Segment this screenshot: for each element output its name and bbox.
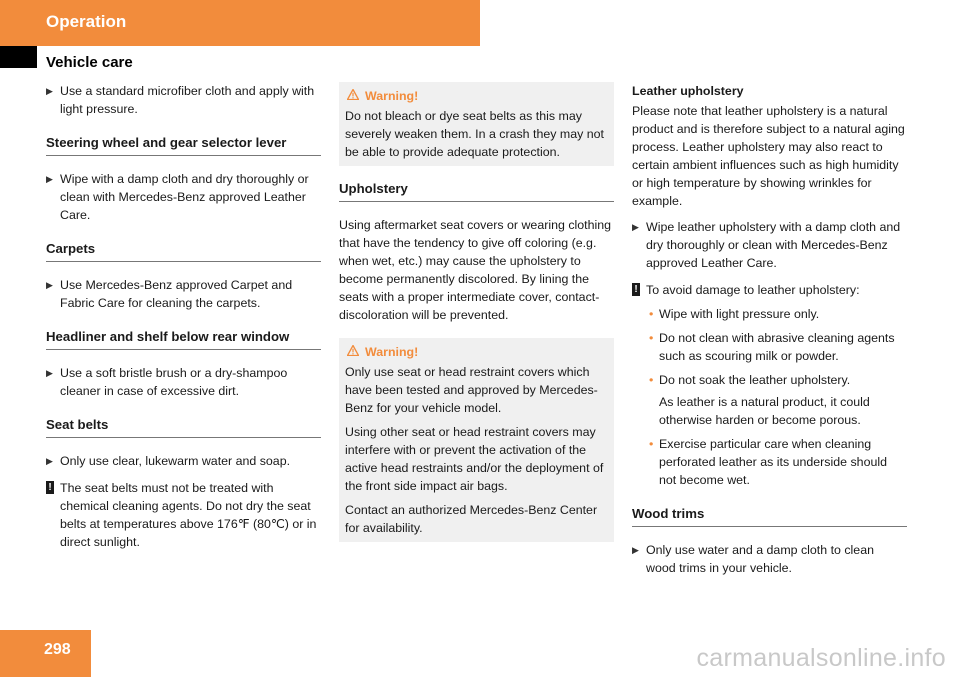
warning-triangle-icon	[347, 87, 359, 105]
instruction-item: ▶ Use a soft bristle brush or a dry-shampoo cleaner in case of excessive dirt.	[46, 366, 288, 398]
warning-box	[339, 82, 614, 166]
warning-title: Warning!	[365, 345, 419, 359]
triangle-bullet-icon: ▶	[632, 222, 639, 232]
column-3	[632, 82, 907, 586]
instruction-item: ▶ Wipe leather upholstery with a damp cloth and dry thoroughly or clean with Mercedes-Benz approved Leather Care.	[632, 220, 901, 270]
section-heading: Wood trims	[632, 505, 907, 527]
section-heading: Seat belts	[46, 416, 321, 438]
caution-note: ! To avoid damage to leather upholstery:	[632, 281, 907, 299]
dot-bullet-icon: •	[649, 437, 654, 451]
column-1	[46, 82, 321, 560]
list-item: • Exercise particular care when cleaning perforated leather as its underside should not become wet.	[649, 437, 887, 487]
dot-bullet-icon: •	[649, 307, 654, 321]
column-2	[339, 82, 614, 556]
warning-text: Only use seat or head restraint covers which have been tested and approved by Mercedes-Benz for your vehicle model.	[345, 365, 598, 415]
paragraph: Please note that leather upholstery is a natural product and is therefore subject to a natural aging process. Leather upholstery may also react to certain ambient influences such as high humidity or high temperature by showing wrinkles for example.	[632, 104, 905, 208]
triangle-bullet-icon: ▶	[632, 545, 639, 555]
warning-triangle-icon	[347, 343, 359, 361]
warning-title: Warning!	[365, 89, 419, 103]
subheading: Leather upholstery	[632, 84, 744, 98]
watermark: carmanualsonline.info	[696, 644, 946, 672]
warning-text: Contact an authorized Mercedes-Benz Center for availability.	[345, 503, 598, 535]
header-marker	[0, 46, 37, 68]
exclamation-icon: !	[46, 481, 54, 494]
list-item: • Wipe with light pressure only.	[649, 307, 820, 321]
triangle-bullet-icon: ▶	[46, 456, 53, 466]
triangle-bullet-icon: ▶	[46, 86, 53, 96]
triangle-bullet-icon: ▶	[46, 174, 53, 184]
instruction-item: ▶ Use a standard microfiber cloth and apply with light pressure.	[46, 84, 315, 116]
section-heading: Steering wheel and gear selector lever	[46, 134, 321, 156]
paragraph: Using aftermarket seat covers or wearing clothing that have the tendency to give off coloring (e.g. when wet, etc.) may cause the upholstery to become permanently discolored. By lining the seats with a proper intermediate cover, contact-discoloration will be prevented.	[339, 218, 612, 322]
instruction-item: ▶ Only use clear, lukewarm water and soap.	[46, 454, 291, 468]
warning-text: Using other seat or head restraint covers may interfere with or prevent the activation of the active head restraints and/or the deployment of the front side impact air bags.	[345, 425, 604, 493]
list-item: • Do not soak the leather upholstery.	[649, 373, 851, 387]
exclamation-icon: !	[632, 283, 640, 296]
warning-text: Do not bleach or dye seat belts as this may severely weaken them. In a crash they may not be able to provide adequate protection.	[345, 109, 604, 159]
dot-bullet-icon: •	[649, 373, 654, 387]
list-item-continuation: As leather is a natural product, it could otherwise harden or become porous.	[659, 395, 870, 427]
instruction-item: ▶ Wipe with a damp cloth and dry thoroughly or clean with Mercedes-Benz approved Leather Care.	[46, 172, 309, 222]
instruction-item: ▶ Use Mercedes-Benz approved Carpet and Fabric Care for cleaning the carpets.	[46, 278, 293, 310]
page-number: 298	[44, 641, 71, 658]
chapter-title: Operation	[46, 12, 127, 31]
list-item: • Do not clean with abrasive cleaning agents such as scouring milk or powder.	[649, 331, 895, 363]
section-heading: Upholstery	[339, 180, 614, 202]
section-heading: Carpets	[46, 240, 321, 262]
warning-box	[339, 338, 614, 542]
triangle-bullet-icon: ▶	[46, 368, 53, 378]
caution-note: ! The seat belts must not be treated with chemical cleaning agents. Do not dry the seat belts at temperatures above 176℉ (80℃) or in direct sunlight.	[46, 479, 321, 551]
dot-bullet-icon: •	[649, 331, 654, 345]
instruction-item: ▶ Only use water and a damp cloth to clean wood trims in your vehicle.	[632, 543, 874, 575]
section-heading: Headliner and shelf below rear window	[46, 328, 321, 350]
triangle-bullet-icon: ▶	[46, 280, 53, 290]
section-title: Vehicle care	[46, 54, 133, 71]
